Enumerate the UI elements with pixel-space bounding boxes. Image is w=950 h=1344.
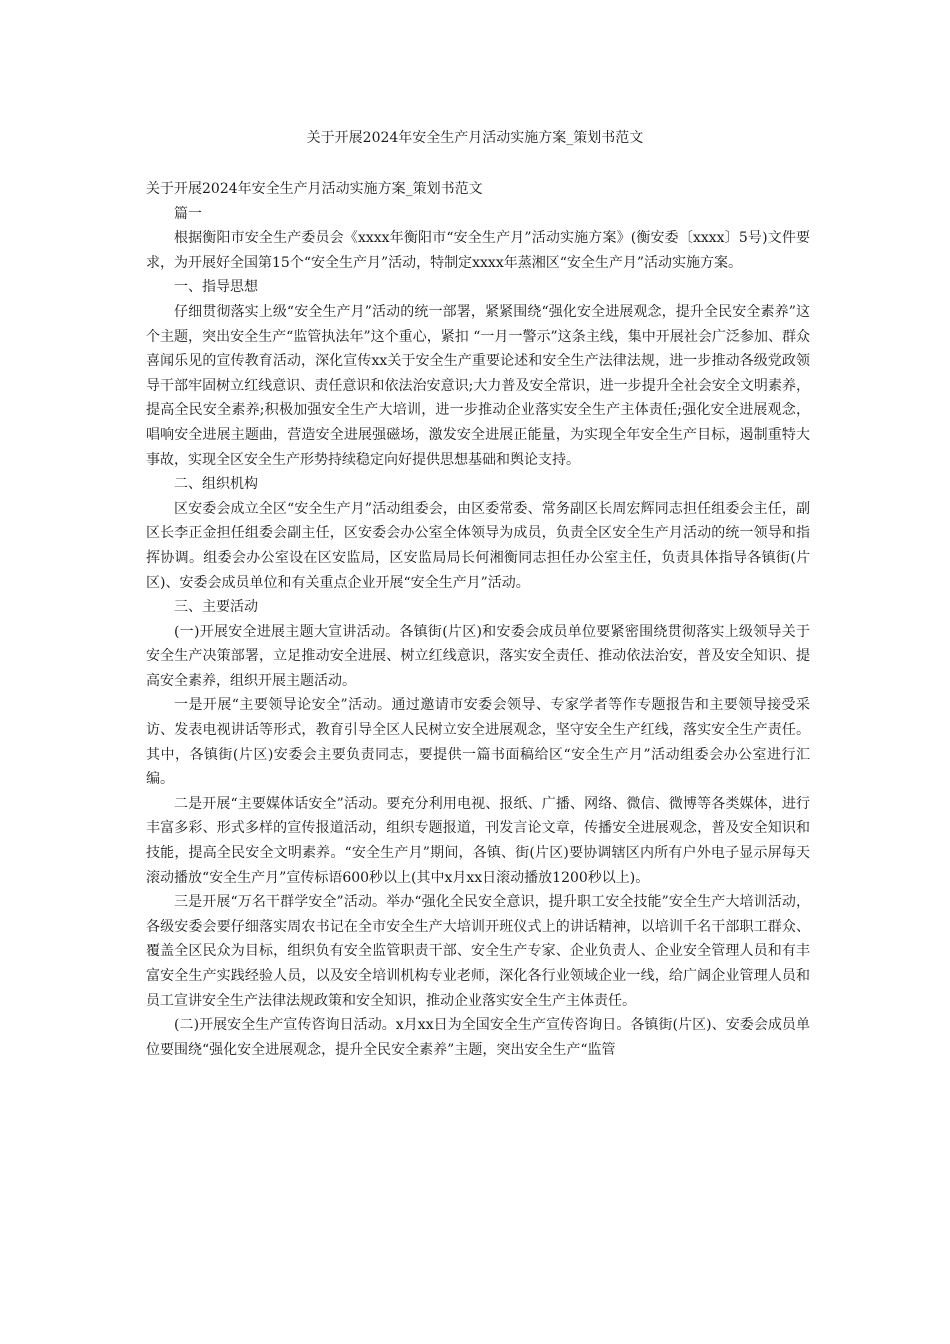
activity-1-paragraph: (一)开展安全进展主题大宣讲活动。各镇街(片区)和安委会成员单位要紧密围绕贯彻落实上级领导关于安全生产决策部署，立足推动安全进展、树立红线意识，落实安全责任、推动依法治安，普及安全知识、提高安全素养，组织开展主题活动。	[146, 623, 810, 689]
document-body	[146, 177, 810, 1062]
part-label: 篇一	[174, 205, 202, 222]
activity-item-2-paragraph: 二是开展“主要媒体话安全”活动。要充分利用电视、报纸、广播、网络、微信、微博等各类媒体，进行丰富多彩、形式多样的宣传报道活动，组织专题报道，刊发言论文章，传播安全进展观念，普及安全知识和技能，提高全民安全文明素养。“安全生产月”期间，各镇、街(片区)要协调辖区内所有户外电子显示屏每天滚动播放“安全生产月”宣传标语600秒以上(其中x月xx日滚动播放1200秒以上)。	[146, 795, 810, 886]
organization-paragraph: 区安委会成立全区“安全生产月”活动组委会，由区委常委、常务副区长周宏辉同志担任组委会主任，副区长李正金担任组委会副主任，区安委会办公室全体领导为成员，负责全区安全生产月活动的统一领导和指挥协调。组委会办公室设在区安监局，区安监局局长何湘衡同志担任办公室主任，负责具体指导各镇街(片区)、安委会成员单位和有关重点企业开展“安全生产月”活动。	[146, 500, 810, 591]
document-title: 关于开展2024年安全生产月活动实施方案_策划书范文	[146, 181, 483, 197]
section-heading-organization: 二、组织机构	[174, 476, 258, 493]
section-heading-guiding-ideology: 一、指导思想	[174, 279, 258, 296]
activity-item-3-paragraph: 三是开展“万名干群学安全”活动。举办“强化全民安全意识，提升职工安全技能”安全生产大培训活动，各级安委会要仔细落实周农书记在全市安全生产大培训开班仪式上的讲话精神，以培训千名干部职工群众、覆盖全区民众为目标，组织负有安全监管职责干部、安全生产专家、企业负责人、企业安全管理人员和有丰富安全生产实践经验人员，以及安全培训机构专业老师，深化各行业领域企业一线，给广阔企业管理人员和员工宣讲安全生产法律法规政策和安全知识，推动企业落实安全生产主体责任。	[146, 894, 810, 1009]
activity-item-1-paragraph: 一是开展“主要领导论安全”活动。通过邀请市安委会领导、专家学者等作专题报告和主要领导接受采访、发表电视讲话等形式，教育引导全区人民树立安全进展观念，坚守安全生产红线，落实安全生产责任。其中，各镇街(片区)安委会主要负责同志，要提供一篇书面稿给区“安全生产月”活动组委会办公室进行汇编。	[146, 697, 810, 788]
intro-paragraph: 根据衡阳市安全生产委员会《xxxx年衡阳市“安全生产月”活动实施方案》(衡安委〔xxxx〕5号)文件要求，为开展好全国第15个“安全生产月”活动，特制定xxxx年蒸湘区“安全生产月”活动实施方案。	[146, 230, 810, 271]
guiding-ideology-paragraph: 仔细贯彻落实上级“安全生产月”活动的统一部署，紧紧围绕“强化安全进展观念，提升全民安全素养”这个主题，突出安全生产“监管执法年”这个重心，紧扣 “一月一警示”这条主线，集中开展社会广泛参加、群众喜闻乐见的宣传教育活动，深化宣传xx关于安全生产重要论述和安全生产法律法规，进一步推动各级党政领导干部牢固树立红线意识、责任意识和依法治安意识;大力普及安全常识，进一步提升全社会安全文明素养，提高全民安全素养;积极加强安全生产大培训，进一步推动企业落实安全生产主体责任;强化安全进展观念，唱响安全进展主题曲，营造安全进展强磁场，激发安全进展正能量，为实现全年安全生产目标，遏制重特大事故，实现全区安全生产形势持续稳定向好提供思想基础和舆论支持。	[146, 303, 810, 468]
activity-2-paragraph: (二)开展安全生产宣传咨询日活动。x月xx日为全国安全生产宣传咨询日。各镇街(片区)、安委会成员单位要围绕“强化安全进展观念，提升全民安全素养”主题，突出安全生产“监管	[146, 1017, 810, 1058]
section-heading-main-activities: 三、主要活动	[174, 599, 258, 616]
page-header: 关于开展2024年安全生产月活动实施方案_策划书范文	[306, 130, 644, 146]
